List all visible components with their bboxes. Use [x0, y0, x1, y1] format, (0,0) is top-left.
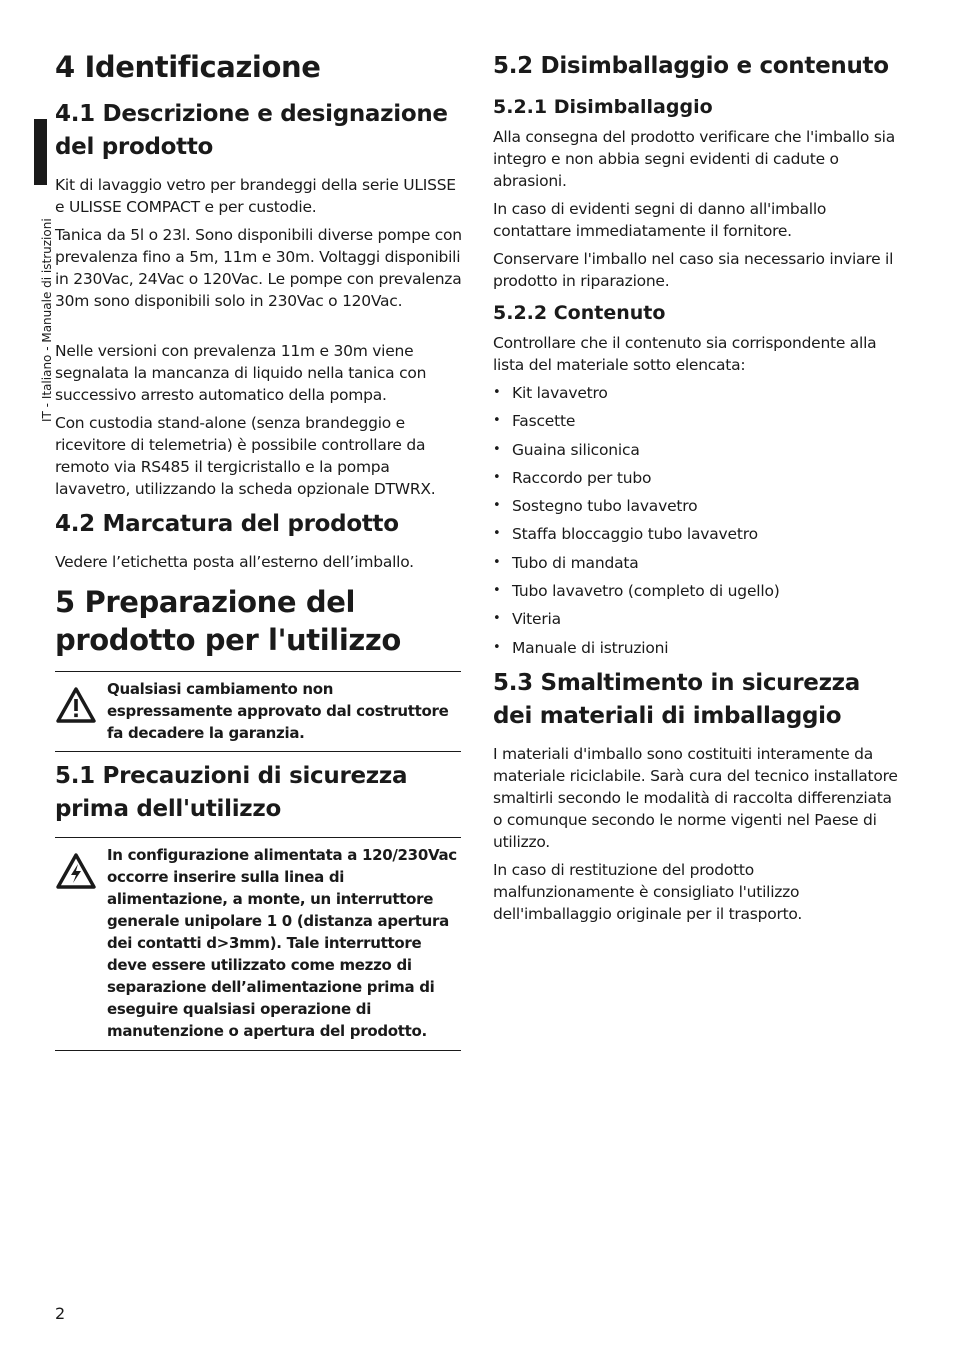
heading-5-2-2: 5.2.2 Contenuto	[493, 302, 666, 324]
sidebar-tab-marker	[34, 119, 47, 185]
paragraph-4-2: Vedere l’etichetta posta all’esterno dell’imballo.	[55, 553, 414, 571]
list-item: • Kit lavavetro	[493, 382, 898, 410]
paragraph-4-1-d: Con custodia stand-alone (senza brandeggio e ricevitore di telemetria) è possibile controllare da remoto via RS485 il tergicristallo e la pompa lavavetro, utilizzando la scheda opzionale DTWRX.	[55, 414, 436, 498]
warning-box-electrical	[55, 837, 461, 1051]
paragraph-4-1-c: Nelle versioni con prevalenza 11m e 30m viene segnalata la mancanza di liquido nella tanica con successivo arresto automatico della pompa.	[55, 342, 427, 404]
list-item: • Viteria	[493, 608, 898, 636]
warning-box-warranty	[55, 671, 461, 752]
list-item: • Tubo di mandata	[493, 552, 898, 580]
warning-text-electrical: In configurazione alimentata a 120/230Vac occorre inserire sulla linea di alimentazione, a monte, un interruttore generale unipolare 1 0 (distanza apertura dei contatti d>3mm). Tale interruttore deve essere utilizzato come mezzo di separazione dell’alimentazione prima di eseguire qualsiasi operazione di manutenzione o apertura del prodotto.	[107, 846, 457, 1040]
list-item: • Staffa bloccaggio tubo lavavetro	[493, 523, 898, 551]
heading-5-2: 5.2 Disimballaggio e contenuto	[493, 53, 889, 79]
heading-5-1: 5.1 Precauzioni di sicurezza prima dell'utilizzo	[55, 763, 408, 822]
list-item: • Guaina siliconica	[493, 439, 898, 467]
paragraph-5-2-2: Controllare che il contenuto sia corrispondente alla lista del materiale sotto elencata:	[493, 334, 877, 374]
warning-triangle-exclamation-icon	[55, 686, 97, 724]
heading-5-3: 5.3 Smaltimento in sicurezza dei materiali di imballaggio	[493, 670, 860, 729]
list-item: • Manuale di istruzioni	[493, 637, 898, 665]
paragraph-4-1-b: Tanica da 5l o 23l. Sono disponibili diverse pompe con prevalenza fino a 5m, 11m e 30m. Voltaggi disponibili in 230Vac, 24Vac o 120Vac. Le pompe con prevalenza 30m sono disponibili solo in 230Vac o 120Vac.	[55, 226, 462, 310]
heading-4-2: 4.2 Marcatura del prodotto	[55, 511, 399, 537]
warning-triangle-lightning-icon	[55, 852, 97, 890]
heading-4-1: 4.1 Descrizione e designazione del prodotto	[55, 101, 448, 160]
page-number: 2	[55, 1304, 66, 1323]
list-item: • Fascette	[493, 410, 898, 438]
paragraph-5-3-b: In caso di restituzione del prodotto malfunzionamente è consigliato l'utilizzo dell'imballaggio originale per il trasporto.	[493, 861, 803, 923]
paragraph-5-2-1-b: In caso di evidenti segni di danno all'imballo contattare immediatamente il fornitore.	[493, 200, 827, 240]
paragraph-5-2-1-c: Conservare l'imballo nel caso sia necessario inviare il prodotto in riparazione.	[493, 250, 894, 290]
list-item: • Raccordo per tubo	[493, 467, 898, 495]
contents-list	[493, 382, 898, 665]
warning-text-warranty: Qualsiasi cambiamento non espressamente approvato dal costruttore fa decadere la garanzia.	[107, 680, 449, 742]
sidebar-label: IT - Italiano - Manuale di istruzioni	[40, 218, 54, 422]
paragraph-5-2-1-a: Alla consegna del prodotto verificare che l'imballo sia integro e non abbia segni evidenti di cadute o abrasioni.	[493, 128, 895, 190]
list-item: • Tubo lavavetro (completo di ugello)	[493, 580, 898, 608]
heading-section-4: 4 Identificazione	[55, 50, 321, 84]
heading-section-5: 5 Preparazione del prodotto per l'utilizzo	[55, 585, 401, 657]
paragraph-5-3-a: I materiali d'imballo sono costituiti interamente da materiale riciclabile. Sarà cura del tecnico installatore smaltirli secondo le modalità di raccolta differenziata o comunque secondo le norme vigenti nel Paese di utilizzo.	[493, 745, 898, 851]
heading-5-2-1: 5.2.1 Disimballaggio	[493, 96, 713, 118]
list-item: • Sostegno tubo lavavetro	[493, 495, 898, 523]
paragraph-4-1-a: Kit di lavaggio vetro per brandeggi della serie ULISSE e ULISSE COMPACT e per custodie.	[55, 176, 456, 216]
